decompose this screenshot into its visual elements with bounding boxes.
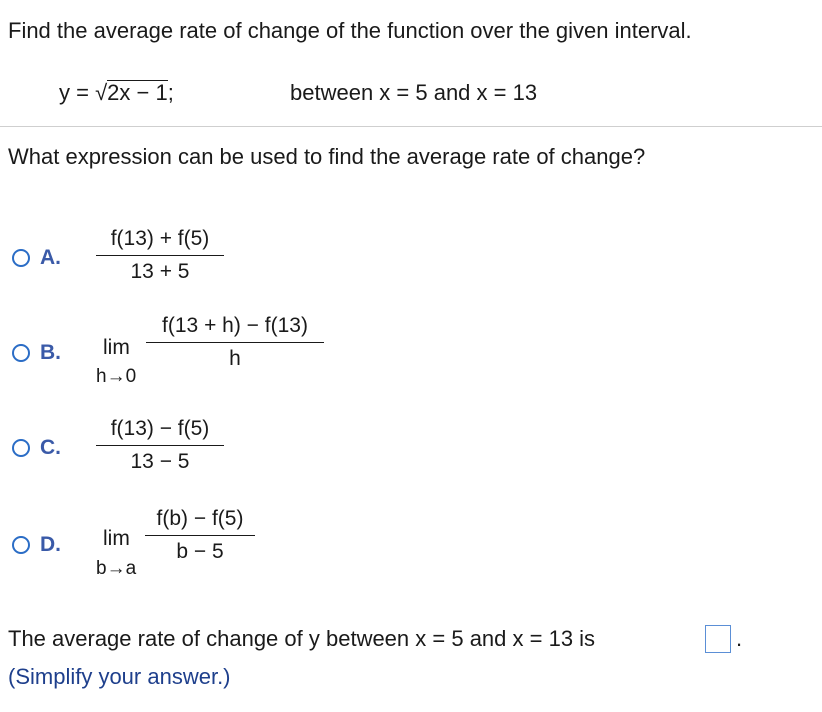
option-letter-d: D.	[40, 533, 61, 556]
limit-subscript-b: h→0	[96, 366, 137, 387]
denominator-c: 13 − 5	[130, 450, 190, 473]
fraction-a	[96, 226, 224, 285]
radical-sign: √	[95, 80, 108, 105]
answer-suffix: .	[736, 626, 743, 651]
option-letter-c: C.	[40, 436, 61, 459]
fraction-b	[146, 313, 324, 372]
limit-word-d: lim	[103, 527, 130, 550]
fraction-c	[96, 416, 224, 475]
answer-prompt: The average rate of change of y between x = 5 and x = 13 is	[8, 626, 596, 651]
numerator-b: f(13 + h) − f(13)	[162, 314, 308, 337]
denominator-b: h	[229, 347, 241, 370]
divider	[0, 126, 822, 127]
interval-text: between x = 5 and x = 13	[290, 80, 538, 105]
radio-c[interactable]	[12, 439, 30, 457]
function-expression	[59, 80, 174, 106]
radio-d[interactable]	[12, 536, 30, 554]
fraction-d	[145, 506, 255, 565]
numerator-d: f(b) − f(5)	[156, 507, 244, 530]
radio-a[interactable]	[12, 249, 30, 267]
numerator-c: f(13) − f(5)	[110, 417, 210, 440]
square-root	[95, 80, 168, 106]
answer-hint: (Simplify your answer.)	[8, 664, 231, 689]
numerator-a: f(13) + f(5)	[110, 227, 210, 250]
radicand: 2x − 1	[107, 80, 168, 105]
option-letter-a: A.	[40, 246, 61, 269]
option-letter-b: B.	[40, 341, 61, 364]
denominator-d: b − 5	[176, 540, 224, 563]
radio-b[interactable]	[12, 344, 30, 362]
answer-input[interactable]	[705, 625, 731, 653]
denominator-a: 13 + 5	[130, 260, 190, 283]
limit-subscript-d: b→a	[96, 558, 137, 579]
question-text: What expression can be used to find the average rate of change?	[8, 144, 646, 169]
function-lhs: y =	[59, 80, 89, 105]
fraction-bar-c	[96, 445, 224, 446]
function-terminator: ;	[167, 80, 174, 105]
fraction-bar-a	[96, 255, 224, 256]
limit-word-b: lim	[103, 336, 130, 359]
instruction-text: Find the average rate of change of the function over the given interval.	[8, 18, 692, 43]
fraction-bar-d	[145, 535, 255, 536]
fraction-bar-b	[146, 342, 324, 343]
